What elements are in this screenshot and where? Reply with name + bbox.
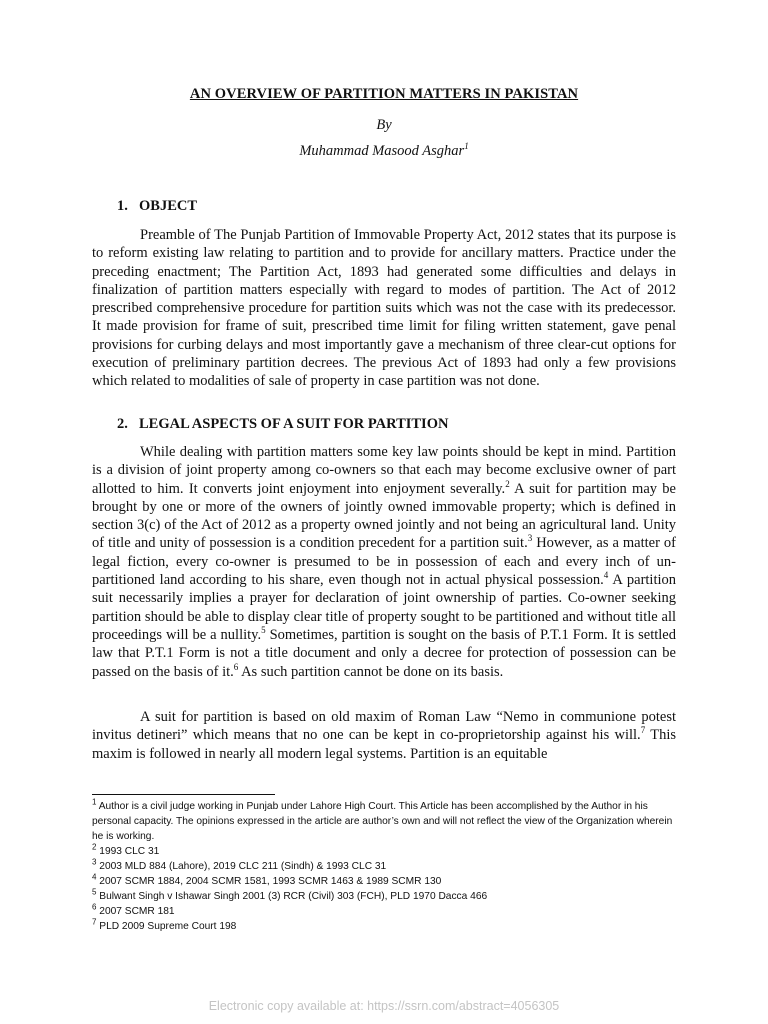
footnote-text: Author is a civil judge working in Punjab under Lahore High Court. This Article has been accomplished by the Author in his personal capacity. The opinions expressed in the article are author’s own and will not reflect the view of the Organization wherein he is working. (92, 801, 673, 842)
footnotes (92, 799, 682, 934)
paragraph-text: A suit for partition may be brought by one or more of the owners of jointly owned immovable property; which is defined in section 3(c) of the Act of 2012 as a property owned jointly and not being an agricultural land. Unity of title and unity of possession is a condition precedent for a partition suit. (92, 480, 676, 552)
paragraph-text: A suit for partition is based on old maxim of Roman Law “Nemo in communione potest invitus detineri” which means that no one can be kept in co-proprietorship against his will. (92, 709, 676, 744)
footnote (92, 844, 682, 859)
footnote-number: 3 (92, 857, 97, 867)
paragraph-text: However, as a matter of legal fiction, every co-owner is presumed to be in possession of each and every inch of un-partitioned land according to his share, even though not in actual physical possession. (92, 535, 676, 589)
footnote-text: 2007 SCMR 1884, 2004 SCMR 1581, 1993 SCMR 1463 & 1989 SCMR 130 (96, 876, 442, 887)
section-number: 1. (117, 198, 128, 214)
paragraph-text: This maxim is followed in nearly all modern legal systems. Partition is an equitable (92, 727, 676, 762)
footnote-text: PLD 2009 Supreme Court 198 (96, 921, 237, 932)
footnote (92, 889, 682, 904)
author-footnote-ref[interactable]: 1 (464, 141, 469, 152)
paragraph-text: Sometimes, partition is sought on the basis of P.T.1 Form. It is settled law that P.T.1 Form is not a title document and only a decree for protection of possession can be passed on the basis of it. (92, 626, 676, 680)
footnote-text: 1993 CLC 31 (96, 846, 160, 857)
paragraph-text: A partition suit necessarily implies a prayer for declaration of joint ownership of parties. Co-owner seeking partition should be able to display clear title of property sought to be partitioned and without title all proceedings will be a nullity. (92, 572, 677, 643)
section-heading-legal-aspects (117, 416, 448, 433)
ssrn-footer: Electronic copy available at: https://ssrn.com/abstract=4056305 (208, 999, 560, 1013)
paragraph-text: While dealing with partition matters some key law points should be kept in mind. Partition is a division of joint property among co-owners so that each may become exclusive owner of part allotted to him. It converts joint enjoyment into enjoyment severally. (92, 444, 676, 497)
footnote-number: 1 (92, 797, 97, 807)
paragraph (92, 226, 676, 391)
footnote (92, 874, 682, 889)
footnote-ref[interactable]: 2 (505, 478, 510, 489)
footnote-text: 2007 SCMR 181 (96, 906, 175, 917)
author-line (92, 143, 676, 160)
section-title: LEGAL ASPECTS OF A SUIT FOR PARTITION (139, 416, 449, 432)
paragraph-text: Preamble of The Punjab Partition of Immovable Property Act, 2012 states that its purpose is to reform existing law relating to partition and to provide for ancillary matters. Practice under the preceding enactment; The Partition Act, 1893 had generated some difficulties and delays in finalization of partition matters especially with regard to modes of partition. The Act of 2012 prescribed comprehensive procedure for partition suits which was not the case with its predecessor. It made provision for frame of suit, prescribed time limit for filing written statement, gave penal provisions for curbing delays and most importantly gave a mechanism of three clear-cut options for execution of preliminary partition decrees. The previous Act of 1893 had only a few provisions which related to modalities of sale of property in case partition was not done. (92, 227, 676, 390)
footnote-ref[interactable]: 7 (640, 725, 646, 736)
footnote (92, 799, 682, 844)
section-title: OBJECT (139, 198, 198, 214)
footnote (92, 859, 682, 874)
section-heading-object (117, 198, 197, 215)
footnote-number: 6 (92, 902, 97, 912)
paragraph (92, 443, 676, 681)
footnote-ref[interactable]: 6 (233, 661, 239, 672)
footnote-number: 7 (92, 917, 97, 927)
footnote-ref[interactable]: 3 (527, 533, 533, 544)
footnote-text: 2003 MLD 884 (Lahore), 2019 CLC 211 (Sindh) & 1993 CLC 31 (96, 861, 387, 872)
paragraph-text: As such partition cannot be done on its basis. (238, 663, 504, 680)
footnote-ref[interactable]: 4 (603, 570, 609, 581)
footnote-separator (92, 794, 275, 795)
document-title: AN OVERVIEW OF PARTITION MATTERS IN PAKISTAN (189, 86, 579, 102)
footnote-number: 5 (92, 887, 97, 897)
footnote (92, 919, 682, 934)
author-name: Muhammad Masood Asghar (299, 143, 465, 159)
footnote-text: Bulwant Singh v Ishawar Singh 2001 (3) RCR (Civil) 303 (FCH), PLD 1970 Dacca 466 (96, 891, 488, 902)
section-number: 2. (117, 416, 128, 432)
footnote-number: 4 (92, 872, 97, 882)
footnote (92, 904, 682, 919)
paragraph (92, 708, 676, 763)
byline: By (376, 117, 392, 133)
footnote-ref[interactable]: 5 (261, 625, 266, 636)
footnote-number: 2 (92, 842, 97, 852)
